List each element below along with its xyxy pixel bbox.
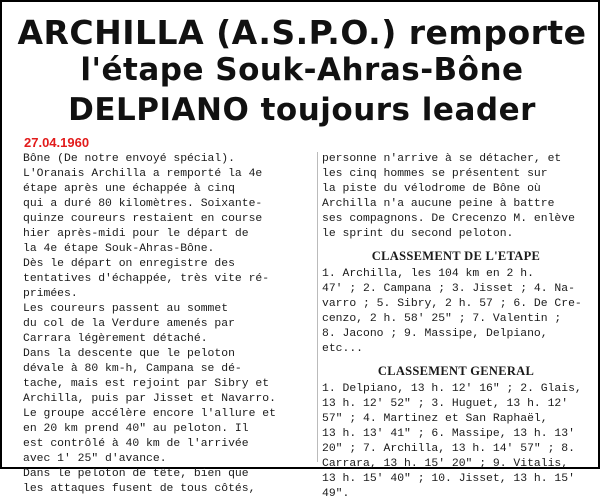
article-line: Dans la descente que le peloton bbox=[23, 348, 235, 360]
article-line: Les coureurs passent au sommet bbox=[23, 303, 229, 315]
ranking-line: Carrara, 13 h. 15' 20" ; 9. Vitalis, bbox=[322, 458, 569, 470]
article-line: Archilla n'a aucune peine à battre bbox=[322, 198, 555, 210]
article-line: la piste du vélodrome de Bône où bbox=[322, 183, 541, 195]
article-line: Bône (De notre envoyé spécial). bbox=[23, 153, 235, 165]
article-line: tentatives d'échappée, très vite ré- bbox=[23, 273, 270, 285]
column-divider bbox=[317, 152, 318, 462]
headline-line-3: DELPIANO toujours leader bbox=[68, 92, 536, 128]
article-line: étape après une échappée à cinq bbox=[23, 183, 235, 195]
article-line: les cinq hommes se présentent sur bbox=[322, 168, 548, 180]
article-line: avec 1' 25" d'avance. bbox=[23, 453, 167, 465]
ranking-line: cenzo, 2 h. 58' 25" ; 7. Valentin ; bbox=[322, 313, 562, 325]
article-line: en 20 km prend 40" au peloton. Il bbox=[23, 423, 249, 435]
article-continuation bbox=[322, 152, 590, 242]
article-line: ses compagnons. De Crecenzo M. enlève bbox=[322, 213, 575, 225]
article-line: la 4e étape Souk-Ahras-Bône. bbox=[23, 243, 215, 255]
article-line: Le groupe accélère encore l'allure et bbox=[23, 408, 276, 420]
article-line: quinze coureurs restaient en course bbox=[23, 213, 263, 225]
article-line: Archilla, puis par Jisset et Navarro. bbox=[23, 393, 276, 405]
article-line: Dans le peloton de tête, bien que bbox=[23, 468, 249, 480]
article-line: primées. bbox=[23, 288, 78, 300]
ranking-line: 13 h. 15' 40" ; 10. Jisset, 13 h. 15' bbox=[322, 473, 575, 485]
ranking-line: varro ; 5. Sibry, 2 h. 57 ; 6. De Cre- bbox=[322, 298, 582, 310]
classement-etape-list bbox=[322, 267, 590, 357]
ranking-line: 49". bbox=[322, 488, 350, 500]
classement-etape-heading: CLASSEMENT DE L'ETAPE bbox=[371, 249, 541, 263]
headline-line-2: l'étape Souk-Ahras-Bône bbox=[80, 52, 524, 88]
article-line: personne n'arrive à se détacher, et bbox=[322, 153, 562, 165]
ranking-line: 13 h. 12' 52" ; 3. Huguet, 13 h. 12' bbox=[322, 398, 569, 410]
ranking-line: 57" ; 4. Martinez et San Raphaël, bbox=[322, 413, 548, 425]
ranking-line: 13 h. 13' 41" ; 6. Massipe, 13 h. 13' bbox=[322, 428, 575, 440]
article-right-column bbox=[322, 152, 590, 502]
ranking-line: 1. Archilla, les 104 km en 2 h. bbox=[322, 268, 534, 280]
article-left-column bbox=[23, 152, 315, 497]
classement-general-heading: CLASSEMENT GENERAL bbox=[377, 364, 535, 378]
article-line: L'Oranais Archilla a remporté la 4e bbox=[23, 168, 263, 180]
ranking-line: 47' ; 2. Campana ; 3. Jisset ; 4. Na- bbox=[322, 283, 575, 295]
ranking-line: 8. Jacono ; 9. Massipe, Delpiano, bbox=[322, 328, 548, 340]
date-stamp: 27.04.1960 bbox=[24, 135, 90, 150]
article-line: le sprint du second peloton. bbox=[322, 228, 514, 240]
article-line: dévale à 80 km-h, Campana se dé- bbox=[23, 363, 242, 375]
article-line: est contrôlé à 40 km de l'arrivée bbox=[23, 438, 249, 450]
classement-general-list bbox=[322, 382, 590, 502]
ranking-line: 1. Delpiano, 13 h. 12' 16" ; 2. Glais, bbox=[322, 383, 582, 395]
article-line: qui a duré 80 kilomètres. Soixante- bbox=[23, 198, 263, 210]
article-line: tache, mais est rejoint par Sibry et bbox=[23, 378, 270, 390]
ranking-line: etc... bbox=[322, 343, 364, 355]
ranking-line: 20" ; 7. Archilla, 13 h. 14' 57" ; 8. bbox=[322, 443, 575, 455]
headline-line-1: ARCHILLA (A.S.P.O.) remporte bbox=[17, 13, 587, 52]
article-line: Carrara légèrement détaché. bbox=[23, 333, 208, 345]
article-line: les attaques fusent de tous côtés, bbox=[23, 483, 256, 495]
article-line: Dès le départ on enregistre des bbox=[23, 258, 235, 270]
article-line: hier après-midi pour le départ de bbox=[23, 228, 249, 240]
article-line: du col de la Verdure amenés par bbox=[23, 318, 235, 330]
